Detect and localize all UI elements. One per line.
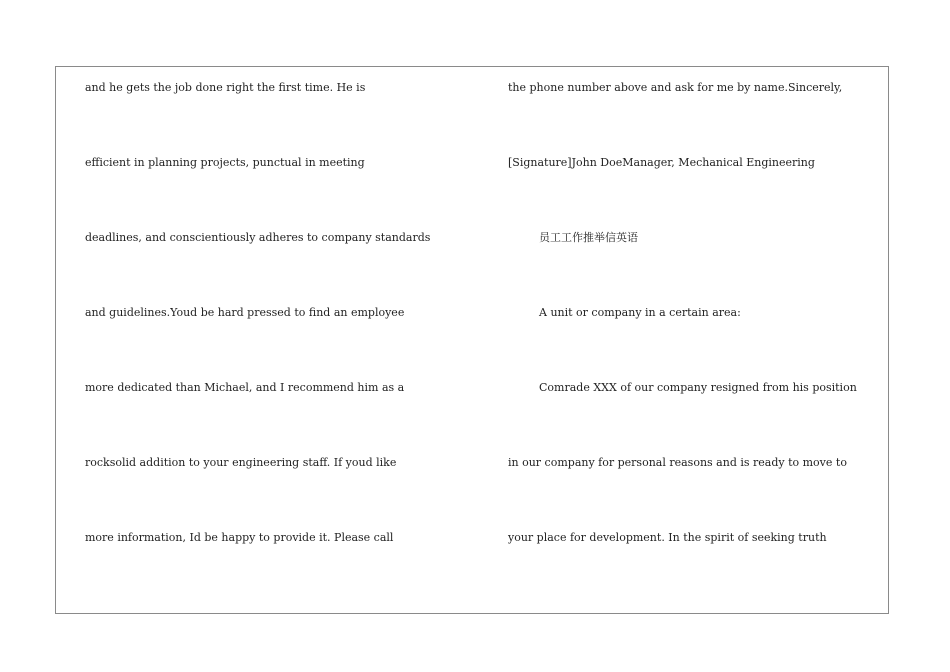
text-line: deadlines, and conscientiously adheres to company standards: [85, 231, 431, 244]
text-line: in our company for personal reasons and is ready to move to: [508, 456, 847, 469]
text-line: and he gets the job done right the first time. He is: [85, 81, 366, 94]
text-line: and guidelines.Youd be hard pressed to find an employee: [85, 306, 405, 319]
document-page: [55, 66, 889, 614]
signature-line: [Signature]John DoeManager, Mechanical Engineering: [508, 156, 815, 169]
text-line: your place for development. In the spirit of seeking truth: [508, 531, 827, 544]
section-heading: 员工工作推举信英语: [539, 231, 638, 244]
salutation-line: A unit or company in a certain area:: [539, 306, 741, 319]
text-line: efficient in planning projects, punctual in meeting: [85, 156, 365, 169]
text-line: Comrade XXX of our company resigned from his position: [539, 381, 857, 394]
text-line: more dedicated than Michael, and I recommend him as a: [85, 381, 405, 394]
text-line: the phone number above and ask for me by name.Sincerely,: [508, 81, 843, 94]
text-line: rocksolid addition to your engineering staff. If youd like: [85, 456, 397, 469]
text-line: more information, Id be happy to provide it. Please call: [85, 531, 394, 544]
